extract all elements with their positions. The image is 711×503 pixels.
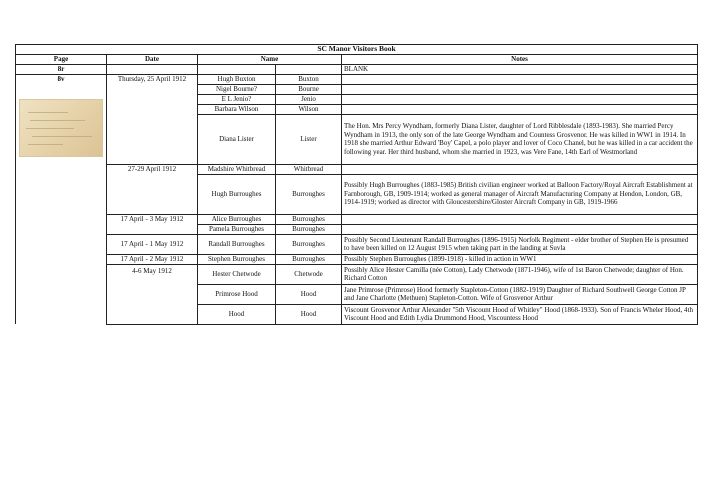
name-cell: Hester Chetwode [198, 264, 276, 284]
surname-cell: Lister [276, 114, 342, 164]
date-cell: 4-6 May 1912 [107, 264, 198, 324]
notes-cell: BLANK [342, 65, 698, 75]
date-cell: Thursday, 25 April 1912 [107, 74, 198, 164]
name-cell: E L Jenio? [198, 94, 276, 104]
table-row [16, 65, 698, 75]
name-cell: Pamela Burroughes [198, 224, 276, 234]
name-cell: Stephen Burroughes [198, 254, 276, 264]
page-number: 8v [57, 74, 65, 83]
name-cell: Hugh Burroughes [198, 174, 276, 214]
name-cell: Randall Burroughes [198, 234, 276, 254]
surname-cell: Whitbread [276, 164, 342, 174]
notes-cell: Viscount Grosvenor Arthur Alexander "5th Viscount Hood of Whitley" Hood (1868-1933). Son of Francis Wheler Hood, 4th Viscount Hood and Edith Lydia Drummond Hood, Viscountess Hood [342, 304, 698, 324]
title-row [16, 45, 698, 55]
notes-cell [342, 214, 698, 224]
date-cell: 17 April - 1 May 1912 [107, 234, 198, 254]
visitors-book-sheet [15, 44, 697, 325]
table-row [16, 214, 698, 224]
notes-cell [342, 94, 698, 104]
notes-cell: Jane Primrose (Primrose) Hood formerly Stapleton-Cotton (1882-1919) Daughter of Richard Southwell George Cotton JP and Jane Charlotte (Methuen) Stapleton-Cotton. Wife of Grosvenor Arthur [342, 284, 698, 304]
header-date: Date [107, 55, 198, 65]
header-notes: Notes [342, 55, 698, 65]
header-page: Page [16, 55, 107, 65]
notes-cell: Possibly Alice Hester Camilla (née Cotton), Lady Chetwode (1871-1946), wife of 1st Baron Chetwode; daughter of Hon. Richard Cotton [342, 264, 698, 284]
page-cell: 8r [16, 65, 107, 75]
notes-cell: Possibly Second Lieutenant Randall Burroughes (1896-1915) Norfolk Regiment - elder brother of Stephen He is presumed to have been killed on 12 August 1915 when taking part in the landing at Suvla [342, 234, 698, 254]
table-row [16, 74, 698, 84]
name-cell: Madshire Whitbread [198, 164, 276, 174]
name-cell: Hugh Buxton [198, 74, 276, 84]
name-cell: Barbara Wilson [198, 104, 276, 114]
date-cell [107, 65, 198, 75]
notes-cell [342, 84, 698, 94]
name-cell: Primrose Hood [198, 284, 276, 304]
surname-cell: Bourne [276, 84, 342, 94]
table-row [16, 234, 698, 254]
notes-cell [342, 74, 698, 84]
name-cell: Alice Burroughes [198, 214, 276, 224]
notes-cell [342, 104, 698, 114]
date-cell: 17 April - 3 May 1912 [107, 214, 198, 234]
header-name: Name [198, 55, 342, 65]
surname-cell: Burroughes [276, 214, 342, 224]
date-cell: 17 April - 2 May 1912 [107, 254, 198, 264]
surname-cell: Jenio [276, 94, 342, 104]
surname-cell [276, 65, 342, 75]
surname-cell: Burroughes [276, 174, 342, 214]
table-title: SC Manor Visitors Book [16, 45, 698, 55]
name-cell [198, 65, 276, 75]
notes-cell: Possibly Hugh Burroughes (1883-1985) British civilian engineer worked at Balloon Factory/Royal Aircraft Establishment at Farnborough, GB, 1909-1914; worked as general manager of Aircraft Manufacturing Company at Hendon, London, GB, 1914-1919; worked as director with Gloucestershire/Gloster Aircraft Company in GB, 1919-1966 [342, 174, 698, 214]
notes-cell: The Hon. Mrs Percy Wyndham, formerly Diana Lister, daughter of Lord Ribblesdale (1893-1983). She married Percy Wyndham in 1913, the only son of the late George Wyndham and Countess Grosvenor. He was killed in WW1 in 1914. In 1918 she married Arthur Edward 'Boy' Capel, a polo player and lover of Coco Chanel, but he was killed in a car accident the following year. Her third husband, whom she married in 1923, was Vere Fane, 14th Earl of Westmorland [342, 114, 698, 164]
surname-cell: Chetwode [276, 264, 342, 284]
header-row [16, 55, 698, 65]
surname-cell: Wilson [276, 104, 342, 114]
name-cell: Diana Lister [198, 114, 276, 164]
surname-cell: Hood [276, 304, 342, 324]
table-row [16, 264, 698, 284]
notes-cell: Possibly Stephen Burroughes (1899-1918) - killed in action in WW1 [342, 254, 698, 264]
notes-cell [342, 164, 698, 174]
surname-cell: Burroughes [276, 234, 342, 254]
name-cell: Nigel Bourne? [198, 84, 276, 94]
visitors-book-page-thumbnail [19, 99, 103, 157]
surname-cell: Burroughes [276, 254, 342, 264]
table-row [16, 254, 698, 264]
visitors-book-table [15, 44, 698, 325]
surname-cell: Hood [276, 284, 342, 304]
notes-cell [342, 224, 698, 234]
surname-cell: Burroughes [276, 224, 342, 234]
table-row [16, 164, 698, 174]
page-cell [16, 74, 107, 324]
name-cell: Hood [198, 304, 276, 324]
surname-cell: Buxton [276, 74, 342, 84]
date-cell: 27-29 April 1912 [107, 164, 198, 214]
